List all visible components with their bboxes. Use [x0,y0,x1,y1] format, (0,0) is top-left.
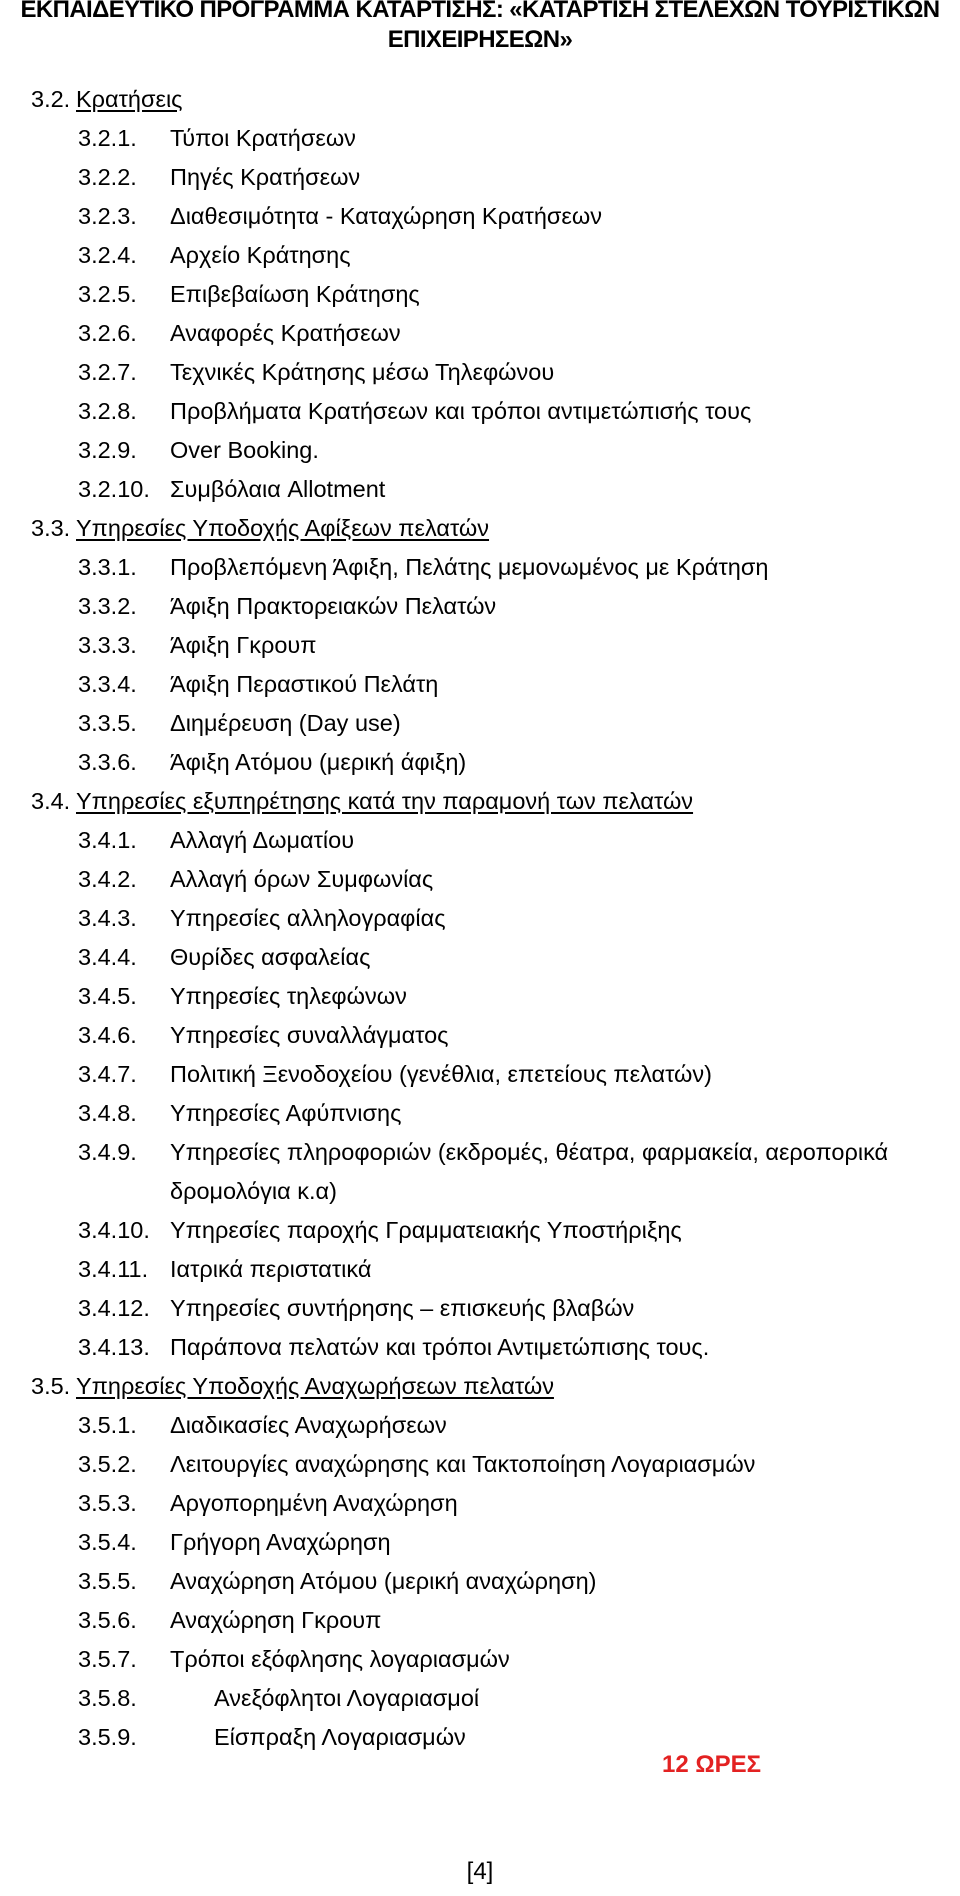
outline-text: Διαδικασίες Αναχωρήσεων [170,1412,447,1438]
outline-text: Προβλήματα Κρατήσεων και τρόποι αντιμετώπισής τους [170,398,752,424]
outline-number: 3.4.2. [78,866,137,892]
outline-number: 3.4.13. [78,1334,150,1360]
outline-text: Υπηρεσίες συναλλάγματος [170,1022,449,1048]
outline-text: Αναχώρηση Γκρουπ [170,1607,382,1633]
outline-number: 3.2.4. [78,242,137,268]
outline-number: 3.5. [31,1373,71,1399]
outline-text: Άφιξη Περαστικού Πελάτη [170,671,439,697]
outline-number: 3.5.8. [78,1685,137,1711]
outline-number: 3.4.8. [78,1100,137,1126]
outline-text: Αλλαγή Δωματίου [170,827,355,853]
outline-text: Άφιξη Γκρουπ [170,632,317,658]
outline-text: Αρχείο Κράτησης [170,242,351,268]
outline-text: Υπηρεσίες παροχής Γραμματειακής Υποστήριξης [170,1217,682,1243]
outline-text: Είσπραξη Λογαριασμών [214,1724,466,1750]
outline-number: 3.4.5. [78,983,137,1009]
outline-text: Κρατήσεις [76,86,183,112]
outline-text: Αναφορές Κρατήσεων [170,320,401,346]
outline-number: 3.4.3. [78,905,137,931]
outline-text: Άφιξη Ατόμου (μερική άφιξη) [170,749,467,775]
outline-text: Υπηρεσίες αλληλογραφίας [170,905,446,931]
outline-number: 3.5.5. [78,1568,137,1594]
outline-text: Πολιτική Ξενοδοχείου (γενέθλια, επετείους πελατών) [170,1061,712,1087]
outline-number: 3.2.8. [78,398,137,424]
outline-number: 3.4.10. [78,1217,150,1243]
outline-number: 3.4.1. [78,827,137,853]
outline-text: Υπηρεσίες τηλεφώνων [170,983,407,1009]
outline-text: Υπηρεσίες πληροφοριών (εκδρομές, θέατρα, φαρμακεία, αεροπορικά [170,1139,889,1165]
outline-text: Τύποι Κρατήσεων [170,125,356,151]
outline-number: 3.3.6. [78,749,137,775]
outline-number: 3.3.3. [78,632,137,658]
outline-text: δρομολόγια κ.α) [170,1178,337,1204]
outline-text: Υπηρεσίες συντήρησης – επισκευής βλαβών [170,1295,635,1321]
outline-number: 3.2.6. [78,320,137,346]
outline-text: Τεχνικές Κράτησης μέσω Τηλεφώνου [170,359,555,385]
outline-number: 3.2. [31,86,71,112]
outline-text: Ανεξόφλητοι Λογαριασμοί [214,1685,480,1711]
outline-number: 3.5.3. [78,1490,137,1516]
outline-text: Συμβόλαια Allotment [170,476,386,502]
outline-text: Παράπονα πελατών και τρόποι Αντιμετώπισης τους. [170,1334,710,1360]
outline-text: Υπηρεσίες Υποδοχής Αναχωρήσεων πελατών [76,1373,554,1399]
outline-number: 3.5.6. [78,1607,137,1633]
outline-number: 3.5.1. [78,1412,137,1438]
outline-text: Λειτουργίες αναχώρησης και Τακτοποίηση Λογαριασμών [170,1451,756,1477]
outline-number: 3.4. [31,788,71,814]
outline-text: Γρήγορη Αναχώρηση [170,1529,391,1555]
outline-number: 3.5.9. [78,1724,137,1750]
outline-number: 3.2.1. [78,125,137,151]
outline-number: 3.3. [31,515,71,541]
outline-text: Πηγές Κρατήσεων [170,164,361,190]
outline-number: 3.2.7. [78,359,137,385]
course-hours: 12 ΩΡΕΣ [662,1751,762,1778]
outline-text: Over Booking. [170,437,319,463]
outline-number: 3.2.10. [78,476,150,502]
outline-text: Υπηρεσίες εξυπηρέτησης κατά την παραμονή των πελατών [76,788,694,814]
outline-number: 3.2.3. [78,203,137,229]
page-number: [4] [466,1858,494,1885]
outline-text: Τρόποι εξόφλησης λογαριασμών [170,1646,510,1672]
document-title-line-2: ΕΠΙΧΕΙΡΗΣΕΩΝ» [387,26,573,53]
outline-text: Άφιξη Πρακτορειακών Πελατών [170,593,497,619]
outline-number: 3.4.9. [78,1139,137,1165]
outline-number: 3.2.2. [78,164,137,190]
outline-text: Αλλαγή όρων Συμφωνίας [170,866,434,892]
outline-text: Προβλεπόμενη Άφιξη, Πελάτης μεμονωμένος με Κράτηση [170,554,769,580]
outline-number: 3.4.6. [78,1022,137,1048]
outline-number: 3.4.11. [78,1256,149,1282]
outline-number: 3.5.2. [78,1451,137,1477]
outline-number: 3.2.5. [78,281,137,307]
outline-number: 3.4.4. [78,944,137,970]
outline-number: 3.4.7. [78,1061,137,1087]
outline-text: Ιατρικά περιστατικά [170,1256,372,1282]
outline-text: Διημέρευση (Day use) [170,710,401,736]
document-title-line-1: ΕΚΠΑΙΔΕΥΤΙΚΟ ΠΡΟΓΡΑΜΜΑ ΚΑΤΑΡΤΙΣΗΣ: «ΚΑΤΑΡΤΙΣΗ ΣΤΕΛΕΧΩΝ ΤΟΥΡΙΣΤΙΚΩΝ [20,0,940,23]
outline-text: Υπηρεσίες Αφύπνισης [170,1100,402,1126]
outline-number: 3.5.7. [78,1646,137,1672]
outline-number: 3.3.4. [78,671,137,697]
outline-text: Επιβεβαίωση Κράτησης [170,281,420,307]
outline-text: Αργοπορημένη Αναχώρηση [170,1490,458,1516]
outline-number: 3.3.1. [78,554,137,580]
outline-number: 3.4.12. [78,1295,150,1321]
outline-text: Θυρίδες ασφαλείας [170,944,371,970]
outline-text: Διαθεσιμότητα - Καταχώρηση Κρατήσεων [170,203,602,229]
outline-number: 3.2.9. [78,437,137,463]
outline-number: 3.3.5. [78,710,137,736]
outline-text: Αναχώρηση Ατόμου (μερική αναχώρηση) [170,1568,597,1594]
outline-number: 3.5.4. [78,1529,137,1555]
outline-text: Υπηρεσίες Υποδοχής Αφίξεων πελατών [76,515,490,541]
outline-number: 3.3.2. [78,593,137,619]
